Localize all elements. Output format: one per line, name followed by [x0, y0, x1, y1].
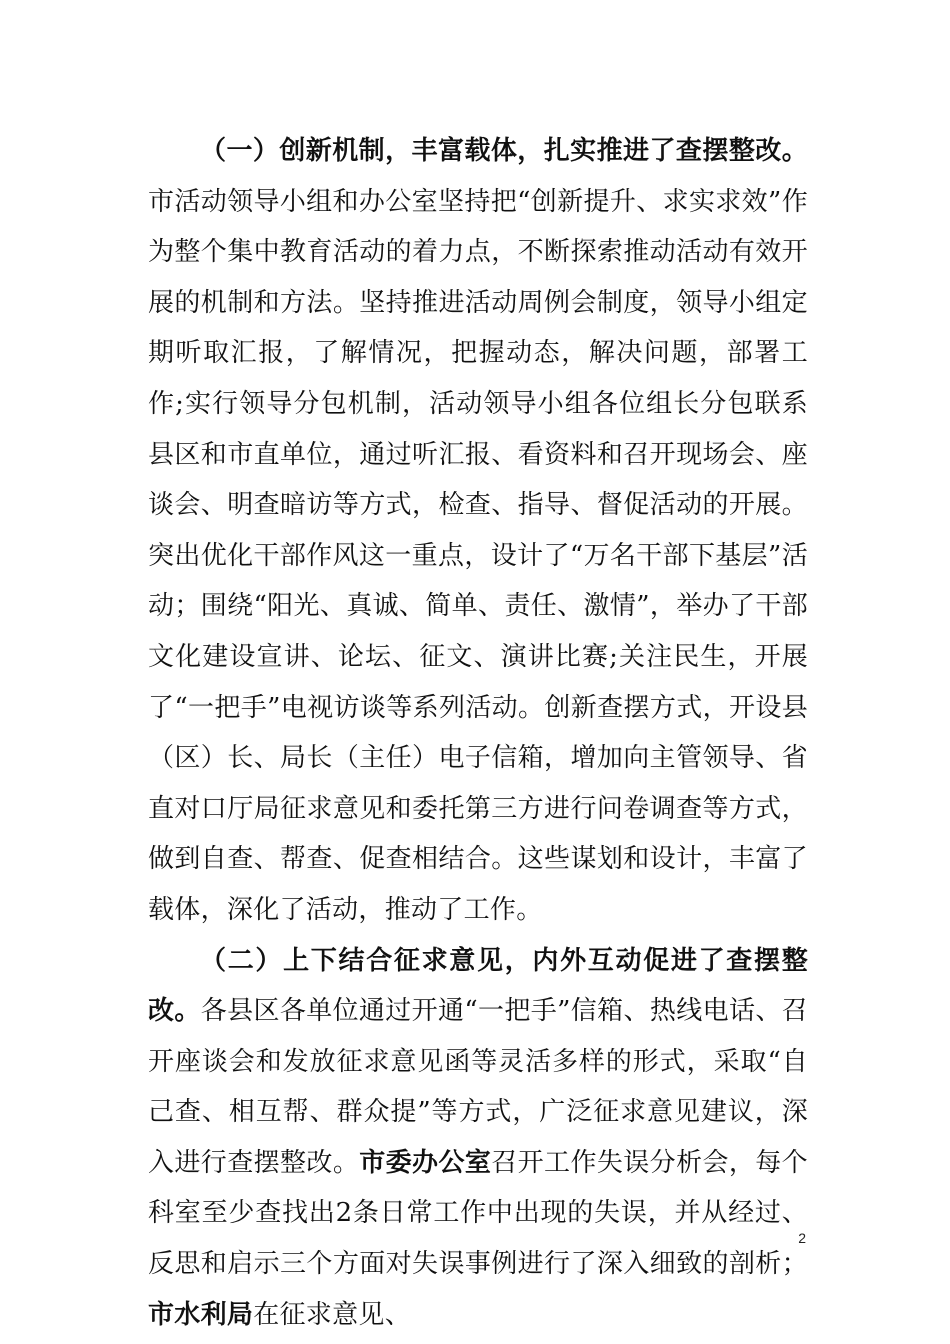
page-number: 2 — [798, 1230, 806, 1246]
paragraph-2 — [148, 936, 808, 1341]
document-body — [148, 126, 808, 1340]
org-name-water-bureau: 市水利局 — [148, 1299, 254, 1330]
section-heading-1: （一）创新机制，丰富载体，扎实推进了查摆整改。 — [200, 136, 808, 166]
section-heading-2: （二）上下结合征求意见，内外互动促进了查摆整改。 — [148, 945, 808, 1027]
paragraph-1-text: 市活动领导小组和办公室坚持把“创新提升、求实求效”作为整个集中教育活动的着力点，不断探索推动活动有效开展的机制和方法。坚持推进活动周例会制度，领导小组定期听取汇报，了解情况，把握动态，解决问题，部署工作;实行领导分包机制，活动领导小组各位组长分包联系县区和市直单位，通过听汇报、看资料和召开现场会、座谈会、明查暗访等方式，检查、指导、督促活动的开展。突出优化干部作风这一重点，设计了“万名干部下基层”活动；围绕“阳光、真诚、简单、责任、激情”，举办了干部文化建设宣讲、论坛、征文、演讲比赛;关注民生，开展了“一把手”电视访谈等系列活动。创新查摆方式，开设县（区）长、局长（主任）电子信箱，增加向主管领导、省直对口厅局征求意见和委托第三方进行问卷调查等方式，做到自查、帮查、促查相结合。这些谋划和设计，丰富了载体，深化了活动，推动了工作。 — [148, 186, 808, 925]
org-name-city-committee-office: 市委办公室 — [359, 1147, 492, 1178]
paragraph-2-text-c: 在征求意见、 — [253, 1299, 412, 1330]
paragraph-1 — [148, 126, 808, 936]
paragraph-2-text-b: 召开工作失误分析会，每个科室至少查找出2条日常工作中出现的失误，并从经过、反思和启示三个方面对失误事例进行了深入细致的剖析； — [148, 1147, 808, 1280]
paragraph-2-text-a: 各县区各单位通过开通“一把手”信箱、热线电话、召开座谈会和发放征求意见函等灵活多样的形式，采取“自己查、相互帮、群众提”等方式，广泛征求意见建议，深入进行查摆整改。 — [148, 996, 808, 1178]
